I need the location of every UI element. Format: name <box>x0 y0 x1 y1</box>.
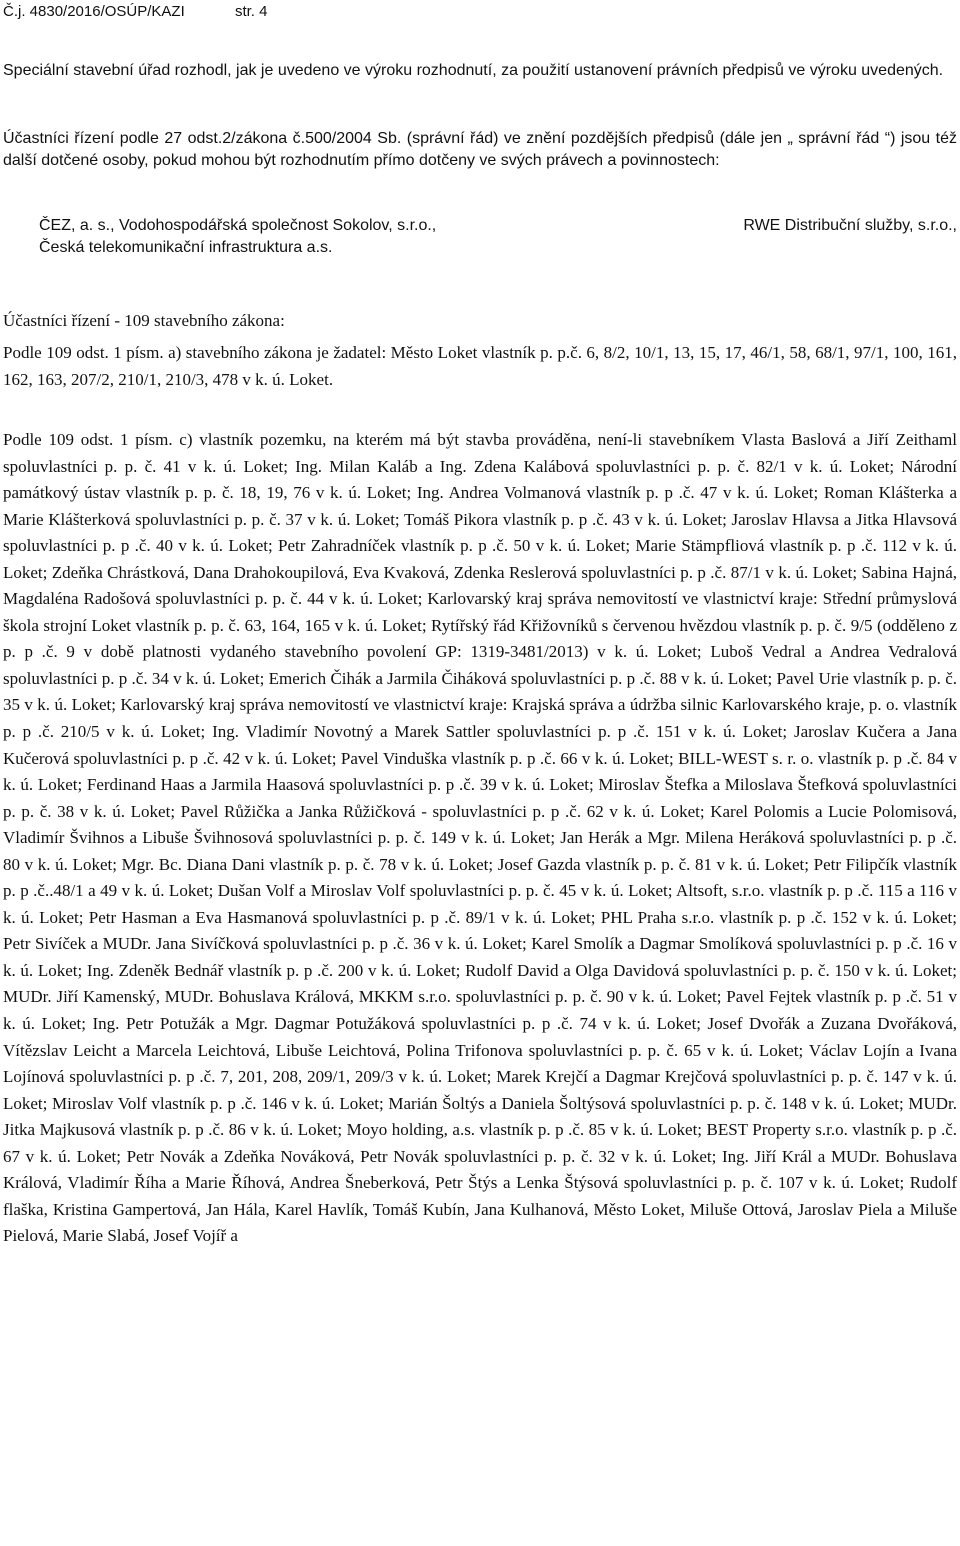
decision-paragraph: Speciální stavební úřad rozhodl, jak je uvedeno ve výroku rozhodnutí, za použití ustanovení právních předpisů ve výroku uvedených. <box>3 62 944 79</box>
reference-number: Č.j. 4830/2016/OSÚP/KAZI <box>3 3 185 20</box>
entities-group-b: RWE Distribuční služby, s.r.o., <box>743 217 957 234</box>
participants-building-heading: Účastníci řízení - 109 stavebního zákona: <box>3 311 285 330</box>
entities-line-1 <box>39 215 957 237</box>
entities-group-a: ČEZ, a. s., Vodohospodářská společnost Sokolov, s.r.o., <box>39 217 437 234</box>
applicant-paragraph: Podle 109 odst. 1 písm. a) stavebního zákona je žadatel: Město Loket vlastník p. p.č. 6, 8/2, 10/1, 13, 15, 17, 46/1, 58, 68/1, 97/1, 100, 161, 162, 163, 207/2, 210/1, 210/3, 478 v k. ú. Loket. <box>3 343 957 389</box>
participants-admin-paragraph: Účastníci řízení podle 27 odst.2/zákona č.500/2004 Sb. (správní řád) ve znění pozdějších předpisů (dále jen „ správní řád “) jsou též další dotčené osoby, pokud mohou být rozhodnutím přímo dotčeny ve svých právech a povinnostech: <box>3 130 957 170</box>
participant-entities <box>39 215 957 260</box>
page-number: str. 4 <box>234 3 268 20</box>
entities-line-2: Česká telekomunikační infrastruktura a.s. <box>39 239 333 257</box>
page-header <box>3 2 267 22</box>
owners-paragraph: Podle 109 odst. 1 písm. c) vlastník pozemku, na kterém má být stavba prováděna, není-li stavebníkem Vlasta Baslová a Jiří Zeithaml spoluvlastníci p. p. č. 41 v k. ú. Loket; Ing. Milan Kaláb a Ing. Zdena Kalábová spoluvlastníci p. p. č. 82/1 v k. ú. Loket; Národní památkový ústav vlastník p. p. č. 18, 19, 76 v k. ú. Loket; Ing. Andrea Volmanová vlastník p. p .č. 47 v k. ú. Loket; Roman Klášterka a Marie Klášterková spoluvlastníci p. p. č. 37 v k. ú. Loket; Tomáš Pikora vlastník p. p .č. 43 v k. ú. Loket; Jaroslav Hlavsa a Jitka Hlavsová spoluvlastníci p. p .č. 40 v k. ú. Loket; Petr Zahradníček vlastník p. p .č. 50 v k. ú. Loket; Marie Stämpfliová vlastník p. p .č. 112 v k. ú. Loket; Zdeňka Chrástková, Dana Drahokoupilová, Eva Kvaková, Zdenka Reslerová spoluvlastníci p. p .č. 87/1 v k. ú. Loket; Sabina Hajná, Magdaléna Radošová spoluvlastníci p. p. č. 44 v k. ú. Loket; Karlovarský kraj správa nemovitostí ve vlastnictví kraje: Střední průmyslová škola strojní Loket vlastník p. p. č. 63, 164, 165 v k. ú. Loket; Rytířský řád Křižovníků s červenou hvězdou vlastník p. p. č. 9/5 (odděleno z p. p .č. 9 v době platnosti vydaného stavebního povolení GP: 1319-3481/2013) v k. ú. Loket; Luboš Vedral a Andrea Vedralová spoluvlastníci p. p .č. 34 v k. ú. Loket; Emerich Čihák a Jarmila Čiháková spoluvlastníci p. p .č. 88 v k. ú. Loket; Pavel Urie vlastník p. p. č. 35 v k. ú. Loket; Karlovarský kraj správa nemovitostí ve vlastnictví kraje: Krajská správa a údržba silnic Karlovarského kraje, p. o. vlastník p. p .č. 210/5 v k. ú. Loket; Ing. Vladimír Novotný a Marek Sattler spoluvlastníci p. p .č. 151 v k. ú. Loket; Jaroslav Kučera a Jana Kučerová spoluvlastníci p. p .č. 42 v k. ú. Loket; Pavel Vinduška vlastník p. p .č. 66 v k. ú. Loket; BILL-WEST s. r. o. vlastník p. p .č. 84 v k. ú. Loket; Ferdinand Haas a Jarmila Haasová spoluvlastníci p. p .č. 39 v k. ú. Loket; Miroslav Štefka a Miloslava Štefková spoluvlastníci p. p. č. 38 v k. ú. Loket; Pavel Růžička a Janka Růžičková - spoluvlastníci p. p .č. 62 v k. ú. Loket; Karel Polomis a Lucie Polomisová, Vladimír Švihnos a Libuše Švihnosová spoluvlastníci p. p. č. 149 v k. ú. Loket; Jan Herák a Mgr. Milena Heráková spoluvlastníci p. p .č. 80 v k. ú. Loket; Mgr. Bc. Diana Dani vlastník p. p. č. 78 v k. ú. Loket; Josef Gazda vlastník p. p. č. 81 v k. ú. Loket; Petr Filipčík vlastník p. p .č..48/1 a 49 v k. ú. Loket; Dušan Volf a Miroslav Volf spoluvlastníci p. p. č. 45 v k. ú. Loket; Altsoft, s.r.o. vlastník p. p .č. 115 a 116 v k. ú. Loket; Petr Hasman a Eva Hasmanová spoluvlastníci p. p .č. 89/1 v k. ú. Loket; PHL Praha s.r.o. vlastník p. p .č. 152 v k. ú. Loket; Petr Sivíček a MUDr. Jana Sivíčková spoluvlastníci p. p .č. 36 v k. ú. Loket; Karel Smolík a Dagmar Smolíková spoluvlastníci p. p .č. 16 v k. ú. Loket; Ing. Zdeněk Bednář vlastník p. p .č. 200 v k. ú. Loket; Rudolf David a Olga Davidová spoluvlastníci p. p. č. 150 v k. ú. Loket; MUDr. Jiří Kamenský, MUDr. Bohuslava Králová, MKKM s.r.o. spoluvlastníci p. p. č. 90 v k. ú. Loket; Pavel Fejtek vlastník p. p .č. 51 v k. ú. Loket; Ing. Petr Potužák a Mgr. Dagmar Potužáková spoluvlastníci p. p .č. 74 v k. ú. Loket; Josef Dvořák a Zuzana Dvořáková, Vítězslav Leicht a Marcela Leichtová, Libuše Leichtová, Polina Trifonova spoluvlastníci p. p. č. 65 v k. ú. Loket; Václav Lojín a Ivana Lojínová spoluvlastníci p. p .č. 7, 201, 208, 209/1, 209/3 v k. ú. Loket; Marek Krejčí a Dagmar Krejčová spoluvlastníci p. p. č. 147 v k. ú. Loket; Miroslav Volf vlastník p. p .č. 146 v k. ú. Loket; Marián Šoltýs a Daniela Šoltýsová spoluvlastníci p. p. č. 148 v k. ú. Loket; MUDr. Jitka Majkusová vlastník p. p .č. 86 v k. ú. Loket; Moyo holding, a.s. vlastník p. p .č. 85 v k. ú. Loket; BEST Property s.r.o. vlastník p. p .č. 67 v k. ú. Loket; Petr Novák a Zdeňka Nováková, Petr Novák spoluvlastníci p. p. č. 32 v k. ú. Loket; Ing. Jiří Král a MUDr. Bohuslava Králová, Vladimír Říha a Marie Říhová, Andrea Šneberková, Petr Štýs a Lenka Štýsová spoluvlastníci p. p. č. 107 v k. ú. Loket; Rudolf flaška, Kristina Gampertová, Jan Hála, Karel Havlík, Tomáš Kubín, Jana Kulhanová, Město Loket, Miluše Ottová, Jaroslav Piela a Miluše Pielová, Marie Slabá, Josef Vojíř a <box>3 430 957 1246</box>
